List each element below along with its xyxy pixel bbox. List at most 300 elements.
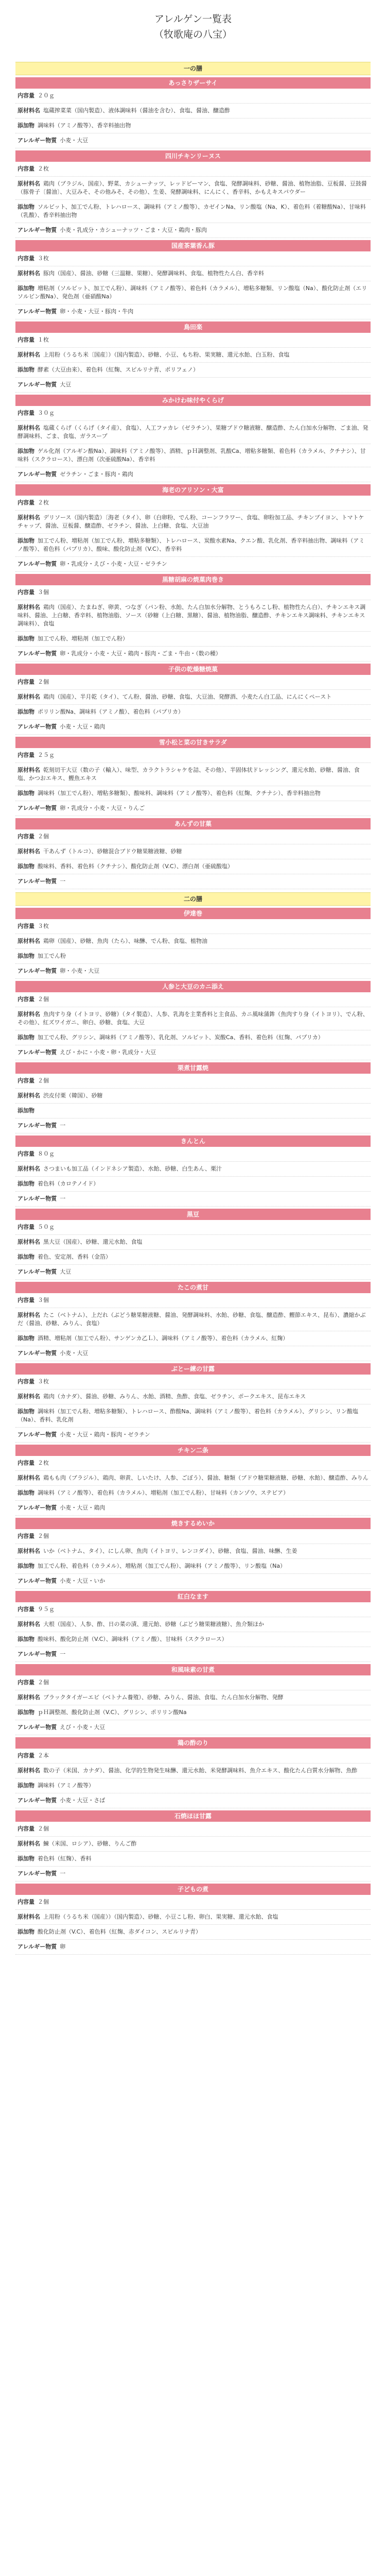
product-row-ingredients bbox=[15, 1617, 371, 1632]
product-row-allergens bbox=[15, 1501, 371, 1516]
product-block bbox=[15, 981, 371, 1060]
product-title: あっさりザーサイ bbox=[15, 77, 371, 89]
product-row-content bbox=[15, 675, 371, 690]
product-title: きんとん bbox=[15, 1136, 371, 1147]
row-label: アレルギー物質 bbox=[17, 137, 57, 144]
product-row-additives bbox=[15, 1331, 371, 1346]
product-row-content bbox=[15, 1220, 371, 1235]
product-block bbox=[15, 908, 371, 979]
product-row-ingredients bbox=[15, 1089, 371, 1104]
row-value: 加工でん粉、増粘剤（加工でん粉、増粘多糖類）、トレハロース、炭酸水素Na、クエン酸、乳化剤、香辛料抽出物、調味料（アミノ酸等）、着色料（パプリカ）、酸味、酸化防止剤（V.C）、香辛料 bbox=[17, 537, 365, 552]
product-row-ingredients bbox=[15, 1162, 371, 1177]
row-value: ２個 bbox=[38, 1533, 49, 1539]
product-block bbox=[15, 1062, 371, 1133]
row-label: 原材料名 bbox=[17, 1767, 40, 1774]
product-row-allergens bbox=[15, 1192, 371, 1207]
row-value: 小麦・大豆・鶏肉・豚肉・ゼラチン bbox=[60, 1431, 150, 1438]
product-block bbox=[15, 1445, 371, 1516]
row-value: ２０ｇ bbox=[38, 92, 55, 99]
row-label: 添加物 bbox=[17, 1034, 34, 1041]
product-title: 栗煮甘露焼 bbox=[15, 1062, 371, 1074]
row-value: 鰊（米国、ロシア）、砂糖、りんご酢 bbox=[43, 1840, 137, 1847]
product-row-ingredients bbox=[15, 690, 371, 705]
row-value: ゲル化剤（アルギン酸Na）、調味料（アミノ酸等）、酒精、ｐＨ調整剤、乳酸Ca、増粘多糖類、着色料（カラメル、クチナシ）、甘味料（スクラロース）、漂白剤（次亜硫酸Na）、香辛料 bbox=[17, 448, 366, 463]
row-value: １枚 bbox=[38, 336, 49, 343]
row-value: 魚肉すり身（イトヨリ、砂糖）（タイ製造）、人参、乳海を主業香料と主食品、カニ風味蒲鉾（魚肉すり身（イトヨリ）、でん粉、その他）、紅ズワイガニ、卵白、砂糖、食塩、大豆 bbox=[17, 1011, 369, 1026]
row-value: ２個 bbox=[38, 1825, 49, 1832]
row-value: 酸味料、酸化防止剤（V.C）、調味料（アミノ酸）、甘味料（スクラロース） bbox=[38, 1636, 227, 1642]
row-value: ２個 bbox=[38, 679, 49, 685]
row-value: 鶏肉（カナダ）、醤油、砂糖、みりん、水飴、酒精、魚酢、食塩、ゼラチン、ポークエキス、昆布エキス bbox=[43, 1393, 306, 1400]
product-block bbox=[15, 1664, 371, 1735]
row-value: ２枚 bbox=[38, 165, 49, 172]
product-title: 国産茶葉香ん豚 bbox=[15, 240, 371, 251]
row-value: 上用粉（うるち米〔国産〕）（国内製造）、砂糖、小豆、もち粉、果実糖、還元水飴、白玉粉、食塩 bbox=[43, 351, 290, 358]
product-row-additives bbox=[15, 534, 371, 557]
row-value: 塩蔵くらげ（くらげ（タイ産）、食塩）、人工ファカレ（ゼラチン）、果糖ブドウ糖液糖、醸造酢、たん白加水分解物、ごま油、発酵調味料、ごま、食塩、ガラスープ bbox=[17, 425, 369, 439]
row-label: 添加物 bbox=[17, 635, 34, 642]
product-row-content bbox=[15, 992, 371, 1007]
row-value: 加工でん粉、グリシン、調味料（アミノ酸等）、乳化剤、ソルビット、炭酸Ca、香料、着色料（紅麹、パプリカ） bbox=[38, 1034, 324, 1041]
row-label: 内容量 bbox=[17, 589, 34, 596]
product-block bbox=[15, 1282, 371, 1361]
row-label: 原材料名 bbox=[17, 1475, 40, 1481]
row-label: 内容量 bbox=[17, 1224, 34, 1230]
row-value: 卵・小麦・大豆 bbox=[60, 968, 100, 974]
product-row-ingredients bbox=[15, 1910, 371, 1925]
row-label: アレルギー物質 bbox=[17, 381, 57, 388]
row-label: 添加物 bbox=[17, 863, 34, 870]
row-value: 酵素（大豆由来）、着色料（紅麹、スピルリナ青、ポリフェノ） bbox=[38, 366, 199, 373]
product-row-allergens bbox=[15, 1793, 371, 1808]
row-value: 一 bbox=[60, 1651, 66, 1657]
row-label: 内容量 bbox=[17, 1297, 34, 1303]
product-row-ingredients bbox=[15, 348, 371, 363]
row-value: 卵・乳成分・小麦・大豆・りんご bbox=[60, 805, 145, 811]
row-label: 原材料名 bbox=[17, 425, 40, 431]
product-row-ingredients bbox=[15, 1007, 371, 1030]
product-row-additives bbox=[15, 786, 371, 801]
row-label: アレルギー物質 bbox=[17, 1651, 57, 1657]
product-title: あんずの甘菓 bbox=[15, 818, 371, 829]
row-label: 内容量 bbox=[17, 255, 34, 262]
row-label: 原材料名 bbox=[17, 1011, 40, 1018]
row-label: 内容量 bbox=[17, 996, 34, 1003]
row-value: 一 bbox=[60, 1195, 66, 1202]
product-block bbox=[15, 1591, 371, 1662]
product-row-additives bbox=[15, 1104, 371, 1118]
product-row-additives bbox=[15, 444, 371, 467]
row-label: アレルギー物質 bbox=[17, 1350, 57, 1357]
product-block bbox=[15, 737, 371, 816]
product-row-ingredients bbox=[15, 934, 371, 949]
row-label: 原材料名 bbox=[17, 767, 40, 773]
row-label: 添加物 bbox=[17, 1180, 34, 1187]
product-title: 黒豆 bbox=[15, 1209, 371, 1220]
row-value: 調味料（アミノ酸等）、着色料（カラメル）、増粘剤（加工でん粉）、甘味料（カンゾウ、ステビア） bbox=[38, 1489, 289, 1496]
row-label: 添加物 bbox=[17, 1782, 34, 1789]
row-label: 内容量 bbox=[17, 410, 34, 416]
category-header: 二の膳 bbox=[15, 892, 371, 906]
row-label: 原材料名 bbox=[17, 1393, 40, 1400]
row-value: 鶏卵（国産）、砂糖、魚肉（たら）、味醂、でん粉、食塩、植物油 bbox=[43, 938, 207, 944]
row-label: 内容量 bbox=[17, 1378, 34, 1385]
row-label: 添加物 bbox=[17, 790, 34, 796]
product-block bbox=[15, 395, 371, 482]
product-row-content bbox=[15, 1895, 371, 1910]
product-block bbox=[15, 150, 371, 238]
row-label: アレルギー物質 bbox=[17, 227, 57, 233]
product-row-ingredients bbox=[15, 1690, 371, 1705]
row-label: 内容量 bbox=[17, 1460, 34, 1466]
row-label: アレルギー物質 bbox=[17, 1268, 57, 1275]
product-row-content bbox=[15, 829, 371, 844]
row-value: 小麦・大豆 bbox=[60, 1350, 89, 1357]
row-label: 内容量 bbox=[17, 1825, 34, 1832]
row-label: 原材料名 bbox=[17, 848, 40, 855]
product-title: 雪小松と菜の甘きサラダ bbox=[15, 737, 371, 748]
row-label: 添加物 bbox=[17, 1928, 34, 1935]
product-row-additives bbox=[15, 1404, 371, 1428]
category-header: 一の膳 bbox=[15, 62, 371, 75]
row-label: 内容量 bbox=[17, 1077, 34, 1084]
product-row-ingredients bbox=[15, 1389, 371, 1404]
product-row-allergens bbox=[15, 647, 371, 662]
row-label: 内容量 bbox=[17, 752, 34, 758]
product-row-additives bbox=[15, 1925, 371, 1940]
row-value: 一 bbox=[60, 1870, 66, 1877]
row-value: ポリリン酸Na、調味料（アミノ酸）、着色料（パプリカ） bbox=[38, 708, 184, 715]
product-row-ingredients bbox=[15, 511, 371, 534]
product-row-additives bbox=[15, 1486, 371, 1501]
product-row-allergens bbox=[15, 1346, 371, 1361]
allergen-list-page bbox=[15, 0, 371, 1965]
product-row-content bbox=[15, 89, 371, 104]
product-row-additives bbox=[15, 118, 371, 133]
row-value: 調味料（アミノ酸等） bbox=[38, 1782, 94, 1789]
product-title: 和風味素の甘煮 bbox=[15, 1664, 371, 1675]
product-block bbox=[15, 1209, 371, 1280]
row-value: 鶏肉（国産）、たまねぎ、卵黄、つなぎ（パン粉、水飴、たん白加水分解物、とうもろこし粉、植物性たん白）、チキンエキス調味料、醤油、上白糖、香辛料、植物油脂、ソース（砂糖（上白糖、黒糖）、醤油、植物油脂、醸造酢、チキンエキス調味料、チキンエキス調味料）、食塩 bbox=[17, 604, 366, 627]
row-label: 添加物 bbox=[17, 1253, 34, 1260]
row-value: ３枚 bbox=[38, 255, 49, 262]
product-row-content bbox=[15, 333, 371, 348]
product-row-content bbox=[15, 162, 371, 177]
row-value: ゼラチン・ごま・豚肉・鶏肉 bbox=[60, 471, 133, 478]
product-row-additives bbox=[15, 1559, 371, 1574]
product-title: 子供の乾燥糖焼菓 bbox=[15, 664, 371, 675]
row-value: 増粘剤（ソルビット、加工でん粉）、調味料（アミノ酸等）、着色料（カラメル）、増粘多糖類、リン酸塩（Na）、酸化防止剤（エリソルビン酸Na）、発色剤（亜硝酸Na） bbox=[17, 285, 367, 300]
product-row-allergens bbox=[15, 1720, 371, 1735]
row-value: 大豆 bbox=[60, 1268, 72, 1275]
row-value: ２個 bbox=[38, 1679, 49, 1686]
page-title-line1: アレルゲン一覧表 bbox=[154, 13, 232, 25]
product-row-ingredients bbox=[15, 421, 371, 444]
row-value: 黒大豆（国産）、砂糖、還元水飴、食塩 bbox=[43, 1239, 143, 1245]
product-block bbox=[15, 1518, 371, 1589]
row-label: アレルギー物質 bbox=[17, 1578, 57, 1584]
row-value: いか（ベトナム、タイ）、にしん卵、魚肉（イトヨリ、レンコダイ）、砂糖、食塩、醤油、味醂、生姜 bbox=[43, 1548, 297, 1554]
row-label: アレルギー物質 bbox=[17, 1724, 57, 1731]
row-label: 内容量 bbox=[17, 1679, 34, 1686]
product-row-content bbox=[15, 748, 371, 763]
row-value: 卵 bbox=[60, 1943, 66, 1950]
row-value: ｐＨ調整剤、酸化防止剤（V.C）、グリシン、ポリリン酸Na bbox=[38, 1709, 187, 1716]
row-label: アレルギー物質 bbox=[17, 308, 57, 315]
row-value: えび・かに・小麦・卵・乳成分・大豆 bbox=[60, 1049, 156, 1056]
row-label: 添加物 bbox=[17, 285, 34, 292]
row-label: 添加物 bbox=[17, 366, 34, 373]
product-block bbox=[15, 1136, 371, 1207]
product-row-content bbox=[15, 1375, 371, 1389]
product-row-content bbox=[15, 1147, 371, 1162]
product-row-allergens bbox=[15, 1265, 371, 1280]
product-row-allergens bbox=[15, 1867, 371, 1882]
row-value: ３０ｇ bbox=[38, 410, 55, 416]
product-row-additives bbox=[15, 1705, 371, 1720]
row-value: 加工でん粉、増粘剤（加工でん粉） bbox=[38, 635, 128, 642]
product-block bbox=[15, 484, 371, 572]
product-row-ingredients bbox=[15, 1471, 371, 1486]
row-label: アレルギー物質 bbox=[17, 878, 57, 885]
row-value: 鶏肉（国産）、半月乾（タイ）、てん粉、醤油、砂糖、食塩、大豆油、発酵酒、小麦たん白工品、にんにくペースト bbox=[43, 693, 332, 700]
product-block bbox=[15, 1363, 371, 1443]
product-block bbox=[15, 77, 371, 148]
row-label: 添加物 bbox=[17, 708, 34, 715]
product-row-allergens bbox=[15, 378, 371, 393]
row-value: 大豆 bbox=[60, 381, 72, 388]
row-value: 調味料（加工でん粉）、増粘多糖類）、酸味料、調味料（アミノ酸等）、着色料（紅麹、クチナシ）、香辛料抽出物 bbox=[38, 790, 321, 796]
row-label: 原材料名 bbox=[17, 1165, 40, 1172]
row-label: アレルギー物質 bbox=[17, 1431, 57, 1438]
product-row-ingredients bbox=[15, 763, 371, 786]
product-title: 人参と大豆のカニ添え bbox=[15, 981, 371, 992]
row-label: 添加物 bbox=[17, 1709, 34, 1716]
product-row-allergens bbox=[15, 1574, 371, 1589]
product-title: たこの煮甘 bbox=[15, 1282, 371, 1293]
row-label: アレルギー物質 bbox=[17, 1195, 57, 1202]
product-row-content bbox=[15, 251, 371, 266]
row-label: アレルギー物質 bbox=[17, 1122, 57, 1129]
row-value: 小麦・大豆・鶏肉 bbox=[60, 1504, 106, 1511]
row-label: 添加物 bbox=[17, 1408, 34, 1415]
product-row-additives bbox=[15, 632, 371, 647]
row-value: ３枚 bbox=[38, 923, 49, 929]
row-value: ２個 bbox=[38, 1077, 49, 1084]
product-row-additives bbox=[15, 859, 371, 874]
product-title: 海老のアリソン・大富 bbox=[15, 484, 371, 496]
product-row-additives bbox=[15, 1778, 371, 1793]
row-value: ２本 bbox=[38, 1752, 49, 1759]
product-row-additives bbox=[15, 1177, 371, 1192]
row-value: 上用粉（うるち米（国産））（国内製造）、砂糖、小豆こし粉、卵白、果実糖、還元水飴、食塩 bbox=[43, 1913, 278, 1920]
product-row-allergens bbox=[15, 223, 371, 238]
row-value: 渋皮付栗（韓国）、砂糖 bbox=[43, 1092, 103, 1099]
product-block bbox=[15, 321, 371, 393]
row-value: 鶏もも肉（ブラジル）、鶏肉、卵黄、しいたけ、人参、ごぼう）、醤油、糖類（ブドウ糖果糖液糖、砂糖、水飴）、醸造酢、みりん bbox=[43, 1475, 369, 1481]
row-label: 原材料名 bbox=[17, 107, 40, 114]
row-value: 卵・小麦・大豆・豚肉・牛肉 bbox=[60, 308, 134, 315]
product-row-content bbox=[15, 1293, 371, 1308]
product-row-allergens bbox=[15, 964, 371, 979]
product-row-allergens bbox=[15, 557, 371, 572]
product-row-additives bbox=[15, 1852, 371, 1867]
product-row-content bbox=[15, 919, 371, 934]
row-value: ３個 bbox=[38, 589, 49, 596]
row-label: 内容量 bbox=[17, 1899, 34, 1905]
row-value: 酒精、増粘剤（加工でん粉）、サンゲンカ乙Ｌ）、調味料（アミノ酸等）、着色料（カラメル、紅麹） bbox=[38, 1335, 289, 1342]
row-value: 豚肉（国産）、醤油、砂糖（三温糖、果糖）、発酵調味料、食塩、植物性たん白、香辛料 bbox=[43, 270, 264, 277]
product-row-allergens bbox=[15, 1045, 371, 1060]
row-value: 鶏肉（ブラジル、国産）、野菜、カシューナッツ、レッドピーマン、食塩、発酵調味料、砂糖、醤油、植物油脂、豆板醤、豆鼓醤（豚骨子〔醤油〕、大豆みそ、その他みそ、その他）、生姜、発酵調味料、にんにく、香辛料、かもえキスパウダー bbox=[17, 180, 367, 195]
row-label: 原材料名 bbox=[17, 1913, 40, 1920]
row-value: たこ（ベトナム）、上だれ（ぶどう糖果糖液糖、醤油、発酵調味料、水飴、砂糖、食塩、醸造酢、鰹節エキス、昆布）、濃縮かぶだ（醤油、砂糖、みりん、食塩） bbox=[17, 1312, 366, 1327]
row-label: アレルギー物質 bbox=[17, 561, 57, 567]
row-label: 内容量 bbox=[17, 336, 34, 343]
product-row-allergens bbox=[15, 304, 371, 319]
row-value: ５０ｇ bbox=[38, 1224, 55, 1230]
row-label: アレルギー物質 bbox=[17, 1870, 57, 1877]
row-label: 原材料名 bbox=[17, 1092, 40, 1099]
product-row-content bbox=[15, 1074, 371, 1089]
product-row-content bbox=[15, 1602, 371, 1617]
row-label: アレルギー物質 bbox=[17, 1049, 57, 1056]
row-label: 添加物 bbox=[17, 1107, 34, 1114]
product-title: 子どもの煮 bbox=[15, 1884, 371, 1895]
row-value: 調味料（加工でん粉、増粘多糖類）、トレハロース、酢酸Na、調味料（アミノ酸等）、着色料（カラメル）、グリシン、リン酸塩（Na）、香料、乳化剤 bbox=[17, 1408, 358, 1423]
product-title: 石焼ほほ甘露 bbox=[15, 1810, 371, 1822]
row-value: 着色料（カロテノイド） bbox=[38, 1180, 99, 1187]
product-title: チキン二条 bbox=[15, 1445, 371, 1456]
row-label: 内容量 bbox=[17, 92, 34, 99]
product-block bbox=[15, 818, 371, 889]
product-row-allergens bbox=[15, 1118, 371, 1133]
row-label: 原材料名 bbox=[17, 1239, 40, 1245]
product-row-allergens bbox=[15, 133, 371, 148]
row-value: 小麦・大豆・いか bbox=[60, 1578, 106, 1584]
row-label: アレルギー物質 bbox=[17, 805, 57, 811]
product-row-additives bbox=[15, 281, 371, 304]
row-value: ２個 bbox=[38, 996, 49, 1003]
row-label: 内容量 bbox=[17, 1533, 34, 1539]
row-value: 加工でん粉 bbox=[38, 953, 66, 959]
row-value: ２枚 bbox=[38, 1460, 49, 1466]
row-value: ソルビット、加工でん粉、トレハロース、調味料（アミノ酸等）、カゼインNa、リン酸塩（Na、K）、着色料（着糖酸Na）、甘味料（乳酸）、香辛料抽出物 bbox=[17, 204, 366, 218]
row-value: 加工でん粉、着色料（カラメル）、増粘剤（加工でん粉）、調味料（アミノ酸等）、リン酸塩（Na） bbox=[38, 1563, 286, 1569]
product-row-ingredients bbox=[15, 1837, 371, 1852]
row-label: アレルギー物質 bbox=[17, 1797, 57, 1804]
row-value: ２枚 bbox=[38, 499, 49, 506]
row-label: アレルギー物質 bbox=[17, 650, 57, 657]
product-row-ingredients bbox=[15, 844, 371, 859]
product-row-ingredients bbox=[15, 1544, 371, 1559]
product-row-ingredients bbox=[15, 177, 371, 200]
product-block bbox=[15, 574, 371, 662]
row-label: 原材料名 bbox=[17, 604, 40, 611]
row-label: アレルギー物質 bbox=[17, 723, 57, 730]
row-value: 干あんず（トルコ）、砂糖混合ブドウ糖果糖液糖、砂糖 bbox=[43, 848, 182, 855]
product-title: 鳥田楽 bbox=[15, 321, 371, 333]
row-label: 添加物 bbox=[17, 448, 34, 454]
row-label: 原材料名 bbox=[17, 514, 40, 521]
product-title: ぶとー練の甘露 bbox=[15, 1363, 371, 1375]
row-label: 添加物 bbox=[17, 204, 34, 210]
product-row-allergens bbox=[15, 874, 371, 889]
row-value: 卵・乳成分・小麦・大豆・鶏肉・豚肉・ごま・牛由・（数の種） bbox=[60, 650, 221, 657]
row-label: 添加物 bbox=[17, 1636, 34, 1642]
product-row-ingredients bbox=[15, 1235, 371, 1250]
product-row-additives bbox=[15, 705, 371, 720]
product-title: 伊達巻 bbox=[15, 908, 371, 919]
row-label: 内容量 bbox=[17, 833, 34, 840]
allergen-table bbox=[15, 62, 371, 1955]
row-value: さつまいも加工品（インドネシア製造）、水飴、砂糖、白生あん、栗汁 bbox=[43, 1165, 222, 1172]
row-value: ブラックタイガーエビ（ベトナム養殖）、砂糖、みりん、醤油、食塩、たん白加水分解物、発酵 bbox=[43, 1694, 284, 1701]
row-label: アレルギー物質 bbox=[17, 1504, 57, 1511]
product-row-ingredients bbox=[15, 1764, 371, 1778]
product-row-ingredients bbox=[15, 104, 371, 118]
row-label: 原材料名 bbox=[17, 351, 40, 358]
product-row-additives bbox=[15, 200, 371, 223]
row-value: 着色料（紅麹）、香料 bbox=[38, 1855, 92, 1862]
product-row-allergens bbox=[15, 720, 371, 735]
row-label: 添加物 bbox=[17, 1489, 34, 1496]
row-label: 添加物 bbox=[17, 953, 34, 959]
row-label: 添加物 bbox=[17, 537, 34, 544]
product-row-content bbox=[15, 496, 371, 511]
product-row-allergens bbox=[15, 1428, 371, 1443]
product-block bbox=[15, 1810, 371, 1882]
row-value: ３枚 bbox=[38, 1378, 49, 1385]
row-value: 乾刻切干大豆（数の子（輸入）、味型、カラクトラシャケを詰、その他）、半固体状ドレッシング、還元水飴、砂糖、醤油、食塩、かつおエキス、鰹魚エキス bbox=[17, 767, 360, 782]
row-value: ３個 bbox=[38, 1297, 49, 1303]
product-row-allergens bbox=[15, 1647, 371, 1662]
product-row-allergens bbox=[15, 1940, 371, 1955]
row-value: 塩蔵搾菜菜（国内製造）、液体調味料（醤油を含む）、食塩、醤油、醸造酢 bbox=[43, 107, 230, 114]
row-label: 原材料名 bbox=[17, 693, 40, 700]
product-row-allergens bbox=[15, 467, 371, 482]
product-title: 鶏の酢のり bbox=[15, 1737, 371, 1749]
product-row-additives bbox=[15, 1632, 371, 1647]
row-label: 添加物 bbox=[17, 122, 34, 129]
product-block bbox=[15, 1884, 371, 1955]
row-value: 一 bbox=[60, 1122, 66, 1129]
row-label: 内容量 bbox=[17, 923, 34, 929]
row-value: ２個 bbox=[38, 1899, 49, 1905]
row-label: 内容量 bbox=[17, 1752, 34, 1759]
product-block bbox=[15, 664, 371, 735]
row-label: 原材料名 bbox=[17, 1840, 40, 1847]
row-value: 小麦・大豆・鶏肉 bbox=[60, 723, 106, 730]
product-row-content bbox=[15, 1675, 371, 1690]
product-row-additives bbox=[15, 1250, 371, 1265]
row-value: ２５ｇ bbox=[38, 752, 55, 758]
product-row-content bbox=[15, 406, 371, 421]
row-value: 大根（国産）、人参、酢、日の菜の漬、還元飴、砂糖（ぶどう糖果糖液糖）、魚介類ほか bbox=[43, 1621, 264, 1628]
row-label: 原材料名 bbox=[17, 180, 40, 187]
row-value: 小麦・大豆・さば bbox=[60, 1797, 106, 1804]
product-title: 焼きするめいか bbox=[15, 1518, 371, 1529]
row-value: えび・小麦・大豆 bbox=[60, 1724, 106, 1731]
product-row-allergens bbox=[15, 801, 371, 816]
product-row-additives bbox=[15, 1030, 371, 1045]
row-label: 添加物 bbox=[17, 1563, 34, 1569]
row-label: 添加物 bbox=[17, 1855, 34, 1862]
product-row-ingredients bbox=[15, 600, 371, 632]
product-title: 黒糖胡麻の焼菓肉巻き bbox=[15, 574, 371, 585]
row-label: アレルギー物質 bbox=[17, 968, 57, 974]
row-label: 内容量 bbox=[17, 499, 34, 506]
